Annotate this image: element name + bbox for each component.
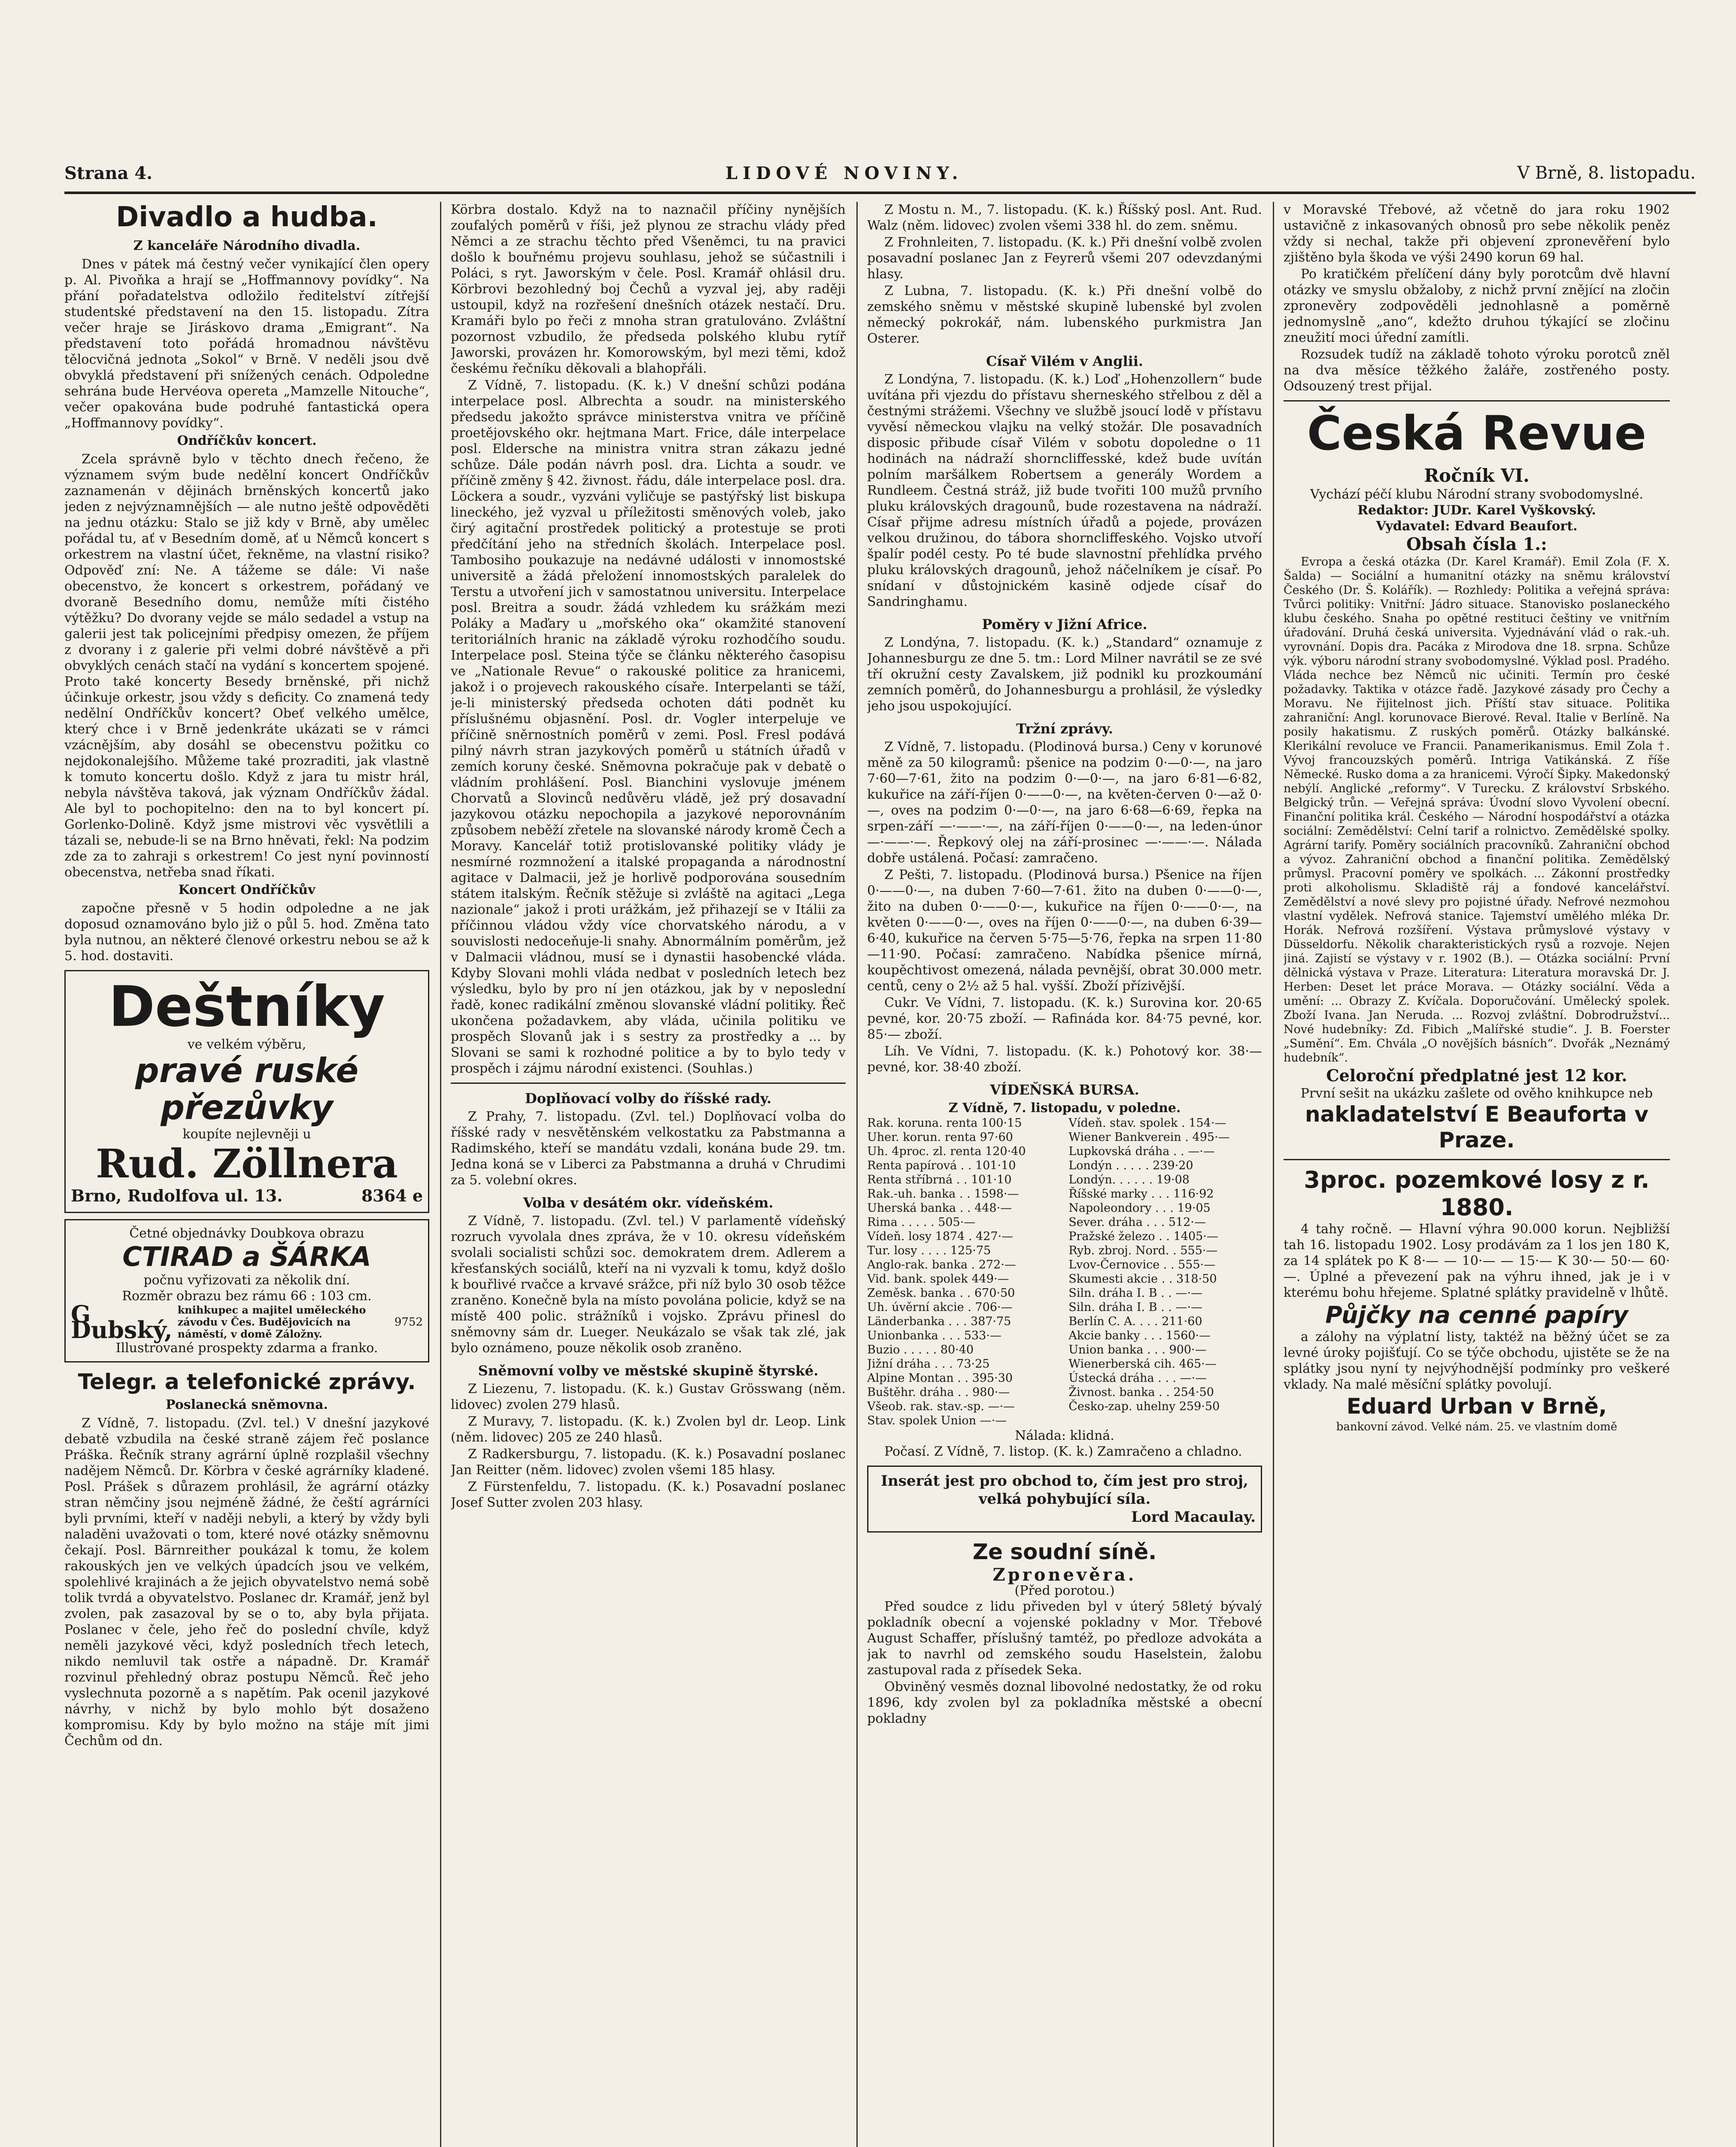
bursa-row [867,1343,1262,1357]
bursa-cell: Vídeň. losy 1874 . 427·— [867,1230,1014,1243]
quote-text: Inserát jest pro obchod to, čím jest pro stroj, velká pohybující síla. [881,1472,1248,1508]
article-paragraph: Po kratičkém přelíčení dány byly porotcům dvě hlavní otázky ve smyslu obžaloby, z nichž první znějící na zločin zpronevěry zodpověděli jednohlasně a poměrně jednomyslně „ano“, kdežto druhou týkající se zločinu zneužití moci úřední zamítli. [1284,267,1670,345]
bursa-cell: Napoleondory . . . 19·05 [1068,1201,1211,1215]
bursa-cell: Länderbanka . . . 387·75 [867,1315,1011,1328]
ad-firm-row [71,1300,423,1344]
bursa-cell: Ryb. zbroj. Nord. . 555·— [1068,1244,1218,1257]
bursa-cell: Renta papírová . . 101·10 [867,1159,1016,1172]
section-heading-court: Ze soudní síně. [972,1539,1157,1564]
subheading: Zpronevěra. [992,1565,1137,1585]
loan-title: Půjčky na cenné papíry [1325,1302,1628,1329]
bursa-row [867,1244,1262,1258]
subheading: Koncert Ondříčkův [178,882,316,897]
bursa-cell: Uh. úvěrní akcie . 706·— [867,1301,1013,1314]
ad-address: Brno, Rudolfova ul. 13. [71,1186,283,1205]
article-paragraph: Před soudce z lidu přiveden byl v úterý 58letý bývalý pokladník obecní a vojenské pokladny v Mor. Třebové August Schaffer, příslušný tamtéž, po předloze advokáta a jak to navrhl od zemského soudu Haselstein, žalobu zastupoval rada z přísedek Seka. [867,1599,1262,1678]
article-paragraph: Z Vídně, 7. listopadu. (K. k.) V dnešní schůzi podána interpelace posl. Albrechta a soudr. na ministerského předsedu jakožto správce ministerstva vnitra ve příčině proetějovského okr. hejtmana Mart. Frice, dále interpelace posl. Elderschе na ministra vnitra stran zákazu jedné schůze. Dále podán návrh posl. dra. Lichta a soudr. ve příčině změny § 42. živnost. řádu, dále interpelace posl. dra. Löckera a soudr., vyzváni vyličuje se pastýřský list biskupa lineckého, jež vyzval u příležitosti směnových voleb, jako čirý agitační prostředek politický a protestuje se proti předčítání jeho na středních školách. Interpelace posl. Tambosiho poukazuje na nedávné události v innomostské universitě a žádá přeložení innomostských paralelek do Terstu a utvoření jich v samostatnou universitu. Interpelace posl. Breitra a soudr. žádá vzhledem ku srážkám mezi Poláky a Maďary u „mořského oka“ okamžité stanovení teritoriálních hranic na základě výroku rozhodčího soudu. Interpelace posl. Steina týče se článku některého časopisu ve „Nationale Revue“ o rakouské politice za hranicemi, jakož i o projevech rakouského císaře. Interpelanti se táží, je-li ministerský předseda ochoten dáti podnět ku příslušnému objasnění. Posl. dr. Vogler interpeluje ve příčině sněrnostních poměrů v zemi. Posl. Fresl podává pilný návrh stran jazykových poměrů u státních úřadů v zemích koruny české. Sněmovna pokračuje pak v debatě o vládním prohlášení. Posl. Bianchini vyslovuje jménem Chorvatů a Slovinců nedůvěru vládě, jež prý dosavadní jazykovou otázku nepochopila a jazykové neporovnáním způsobem neběží zřetele na slovanské národy kromě Čech a Moravy. Kancelář totiž protislovanské politiky vlády je nesmírné rozmnožení a italské propaganda a národnostní agitace v Dalmacii, jež je horlivě podporována sousedním státem italským. Řečník stěžuje si zvláště na agitaci „Lega nazionale“ jakož i proti urážkám, jež přihazejí se v Itálii za příčinnou vládou vždy více chorvatského národu, a v souvislosti nedoceňuje-li snahy. Abnormálním poměrům, jež v Dalmacii vládnou, musí se i dynastii hasobencké vláda. Kdyby Slovani mohli vláda nedbat v posledních letech bez výsledku, bylo by pro ní jen otázkou, jak by v neposlední řadě, konec radikální změnou slovanské vládní politiky. Řeč ukončena požadavkem, aby vláda, učinila politiku ve prospěch Slovanů jak i s sestry za prostředky a ... by Slovani se sami k rozhodné politice a by to bylo tedy v prospěch i zájmu národní existenci. (Souhlas.) [451,378,846,1076]
section-heading-telegrams: Telegr. a telefonické zprávy. [78,1369,416,1394]
newspaper-page [64,163,1713,2147]
ad-line: koupíte nejlevněji u [182,1127,311,1142]
article-paragraph: Z Lubna, 7. listopadu. (K. k.) Při dnešní volbě do zemského sněmu v městské skupině lubenské byl zvolen německý pokrokář, nám. lubenského purkmistra Jan Osterer. [867,283,1262,346]
article-paragraph: Líh. Ve Vídni, 7. listopadu. (K. k.) Pohotový kor. 38·— pevné, kor. 38·40 zboží. [867,1044,1262,1075]
bursa-cell [1068,1414,1262,1428]
bursa-row [867,1201,1262,1215]
section-heading: Tržní zprávy. [1016,721,1113,737]
section-heading: Císař Vilém v Anglii. [986,353,1144,369]
ad-line: Četné objednávky Doubkova obrazu [129,1226,364,1241]
bursa-cell: Říšské marky . . . 116·92 [1068,1187,1214,1201]
bursa-tail: Nálada: klidná. [1015,1428,1114,1443]
article-paragraph: Z Liezenu, 7. listopadu. (K. k.) Gustav Grösswang (něm. lidovec) zvolen 279 hlasů. [451,1381,846,1412]
bursa-cell: Berlín C. A. . . . 211·60 [1068,1315,1202,1328]
loan-paragraph: a zálohy na výplatní listy, taktéž na běžný účet se za levné úroky pojišťují. Co se týče obchodu, ujistěte se že na splátky jsou nyní ty nejvýhodnější podmínky pro veškeré vklady. Na malé měsíční splátky povolují. [1284,1329,1670,1392]
bursa-cell: Tur. losy . . . . 125·75 [867,1244,991,1257]
place-date: V Brně, 8. listopadu. [1517,163,1696,183]
column-divider [440,202,441,2147]
column-divider [856,202,858,2147]
ad-address-row [71,1185,423,1207]
article-paragraph: Z Muravy, 7. listopadu. (K. k.) Zvolen byl dr. Leop. Link (něm. lidovec) 205 ze 240 hlasů. [451,1414,846,1445]
bursa-cell: Ústecká dráha . . . —·— [1068,1372,1207,1385]
bursa-row [867,1229,1262,1244]
bursa-row [867,1399,1262,1414]
header-rule [64,192,1696,194]
ad-title: Deštníky [109,974,385,1039]
bursa-cell: Wienerberská cih. 465·— [1068,1357,1217,1371]
article-paragraph: Z Frohnleiten, 7. listopadu. (K. k.) Při dnešní volbě zvolen posavadní poslanec Jan z Feyrerů všemi 207 odevzdanými hlasy. [867,235,1262,282]
bursa-cell: Akcie banky . . . 1560·— [1068,1329,1211,1342]
ad-firm: G Dubský, [71,1300,173,1344]
ad-line: počnu vyřizovati za několik dní. [143,1273,350,1288]
bursa-row [867,1414,1262,1428]
subheading: (Před porotou.) [1014,1583,1115,1598]
article-paragraph: Počasí. Z Vídně, 7. listop. (K. k.) Zamračeno a chladno. [884,1444,1242,1459]
revue-contents: Evropa a česká otázka (Dr. Karel Kramář). Emil Zola (F. X. Šalda) — Sociální a humanitní otázky na sněmu království Českého (Dr. Š. Kolářík). — Rozhledy: Politika a veřejná správa: Tvůrci politiky: Vnitřní: Jádro situace. Stanovisko poslaneckého klubu českého. Snaha po opětné restituci češtiny ve vnitřním úřadování. Druhá česká universita. Vyjednávání vlád o rak.-uh. vyrovnání. Dopis dra. Pacáka z Mirodova dne 18. srpna. Schůze výk. výboru národní strany svobodomyslné. Výklad posl. Pradého. Vláda nechce bez Němců nic učiniti. Termín pro české požadavky. Taktika v otázce řadě. Jazykové zásady pro Čechy a Moravu. Ne řijitelnost jich. Příští stav situace. Politika zahraniční: Angl. korunovace Bierové. Reval. Italie v Berlíně. Na posily hakatismu. Z ruských poměrů. Otázky balkánské. Klerikální revoluce ve Francii. Panamerikanismus. Emil Zola †. Vývoj francouzských poměrů. Intriga Vatikánská. Z říše Německé. Rusko doma a za hranicemi. Výročí Šipky. Makedonský nebýlí. Anglické „reformy“. V Turecku. Z království Srbského. Belgický trůn. — Veřejná správa: Úvodní slovo Vyvolení obecní. Finanční politika král. Českého — Národní hospodářství a otázka sociální: Zemědělství: Celní tarif a rolnictvo. Zemědělské spolky. Agrární tarify. Poměry sociálních pracovníků. Zahraniční obchod a vývoz. Zahraniční obchod a finanční politika. Zemědělský průmysl. Pracovní poměry ve spolkách. ... Zákonní prostředky proti alkoholismu. Skladiště ráj a fondové kancelářství. Zemědělství a nové slevy pro pojistné úřady. Nefrové nezmohou vlastní vydělek. Nefrová stanice. Tajemství umělého mléka Dr. Horák. Nefrová rozšíření. Výstava průmyslové výstavy v Düsseldorfu. Několik charakteristických rysů a rozvoje. Nejen jiná. Zajistí se výstavy v r. 1902 (B.). — Otázka sociální: První dělnická výstava v Praze. Literatura: Literatura moravská Dr. J. Herben: Deset let práce Morava. — Otázky sociální. Věda a umění: ... Obrazy Z. Kvíčala. Doporučování. Umělecký spolek. Zboží Ivana. Jan Neruda. ... Rozvoj zvláštní. Dobrodružství... Nové hudebníky: Zd. Fibich „Malířské studie“. J. B. Foerster „Sumění“. Em. Chvála „O novějších básních“. Dvořák „Neznámý hudebník“. [1284,555,1670,1064]
bursa-row [867,1116,1262,1130]
bursa-cell: Uher. korun. renta 97·60 [867,1131,1013,1144]
bursa-row [867,1130,1262,1144]
newspaper-title: LIDOVÉ NOVINY. [725,163,963,183]
subheading: Z kanceláře Národního divadla. [133,238,361,253]
section-heading-theatre: Divadlo a hudba. [116,202,378,233]
article-paragraph: Z Prahy, 7. listopadu. (Zvl. tel.) Doplňovací volba do říšské rady v nesvětěnském velkostatku za Pabstmanna a Radimského, kteří se mandátu vzdali, konána bude 29. tm. Jedna koná se v Liberci za Pabstmanna a druhá v Chrudimi za 5. volební okres. [451,1109,846,1188]
bursa-row [867,1272,1262,1286]
revue-line: Vychází péčí klubu Národní strany svobodomyslné. [1310,487,1643,502]
bursa-table [867,1116,1262,1428]
ad-title: CTIRAD a ŠÁRKA [122,1241,371,1272]
bursa-row [867,1187,1262,1201]
bursa-cell: Alpine Montan . . 395·30 [867,1372,1013,1385]
column-4 [1284,202,1670,2147]
revue-trial: První sešit na ukázku zašlete od ověho knihkupce neb [1300,1086,1653,1101]
ad-line: Rozměr obrazu bez rámu 66 : 103 cm. [122,1289,372,1304]
bursa-cell: Česko-zap. uhelny 259·50 [1068,1400,1220,1413]
bursa-cell: Uherská banka . . 448·— [867,1201,1012,1215]
bursa-cell: Wiener Bankverein . 495·— [1068,1131,1230,1144]
ad-firm: Rud. Zöllnera [96,1140,398,1187]
bursa-cell: Siln. dráha I. B . . —·— [1068,1286,1203,1300]
bursa-cell: Stav. spolek Union —·— [867,1414,1007,1427]
column-divider [1273,202,1274,2147]
publisher: nakladatelství E Beauforta v Praze. [1305,1102,1649,1153]
article-paragraph: Z Vídně, 7. listopadu. (Zvl. tel.) V parlamentě vídeňský rozruch vyvolala dnes zpráva, že v 10. okresu vídeňském svolali socialisti schůzi soc. demokratem drem. Adlerem a křesťanských sociálů, kteří na ni vyzvali k tomu, když došlo k bouřlivé rvačce a krvavé srážce, při níž bylo 30 osob těžce zraněno. Konečně byla na místo povolána policie, když se na místě 400 polic. strážníků i vojsko. Zprávu přinesl do sněmovny sám dr. Lueger. Neukázalo se však tak zlé, jak bylo oznámeno, pouze několik osob zraněno. [451,1213,846,1356]
bursa-cell: Pražské železo . . 1405·— [1068,1230,1218,1243]
article-paragraph: Z Fürstenfeldu, 7. listopadu. (K. k.) Posavadní poslanec Josef Sutter zvolen 203 hlasy. [451,1479,846,1510]
revue-year: Ročník VI. [1424,465,1530,486]
article-paragraph: Z Radkersburgu, 7. listopadu. (K. k.) Posavadní poslanec Jan Reitter (něm. lidovec) zvolen všemi 185 hlasy. [451,1447,846,1478]
bursa-header: Z Vídně, 7. listopadu, v poledne. [948,1101,1181,1116]
article-paragraph: Z Londýna, 7. listopadu. (K. k.) „Standard“ oznamuje z Johannesburgu ze dne 5. tm.: Lord Milner navrátil se ze své tří okružní cesty Zavalskem, již podnikl ku prozkoumání zemních poměrů, do Johannesburgu a prohlásil, že výsledky jeho jsou uspokojující. [867,635,1262,714]
lot-title: 3proc. pozemkové losy z r. 1880. [1304,1166,1650,1221]
bursa-row [867,1314,1262,1329]
ad-line: pravé ruské přezůvky [135,1052,359,1127]
article-paragraph: Obviněný vesměs doznal libovolné nedostatky, že od roku 1896, kdy zvolen byl za pokladníka městské a obecní pokladny [867,1679,1262,1726]
page-number: Strana 4. [64,163,153,183]
section-heading: Poměry v Jižní Africe. [982,616,1147,633]
bursa-row [867,1258,1262,1272]
article-paragraph: Z Londýna, 7. listopadu. (K. k.) Loď „Hohenzollern“ bude uvítána při vjezdu do přístavu sherneského střelbou z děl a čestnými strážemi. Všechny ve službě jsoucí lodě v přístavu vyvěsí německou vlajku na velký stožár. Dle posavadních disposic přibude císař Vilém v sobotu dopoledne o 11 hodinách na nádraží shorncliffesské, kdež bude uvítán polním maršálkem Robertsem a generály Wordem a Rundleem. Čestná stráž, již bude tvořiti 100 mužů prvního pluku královských dragounů, bude rozestavena na nádraží. Císař přijme adresu místních úřadů a pojede, provázen velkou družinou, do tábora shorncliffeského. Vojsko utvoří špalír podél cesty. Po té bude slavnostní přehlídka prvého pluku královských dragounů, jehož náčelníkem je císař. Po snídaní v důstojnickém kasině odjede císař do Sandringhamu. [867,372,1262,609]
bank-address: bankovní závod. Velké nám. 25. ve vlastním domě [1336,1420,1618,1433]
bursa-row [867,1385,1262,1399]
article-paragraph: Z Vídně, 7. listopadu. (Plodinová bursa.) Ceny v korunové měně za 50 kilogramů: pšenice na podzim 0·—0·—, na jaro 7·60—7·61, žito na podzim 0·—0·—, na jaro 6·81—6·82, kukuřice na září-říjen 0·——0·—, na květen-červen 0·—až 0·—, oves na podzim 0·—0·—, na jaro 6·68—6·69, řepka na srpen-září —·——·—, na září-říjen 0·——0·—, na leden-únor —·——·—. Řepkový olej na září-prosinec —·——·—. Nálada dobře ustálená. Počasí: zamračeno. [867,739,1262,866]
article-paragraph: Rozsudek tudíž na základě tohoto výroku porotců zněl na dva měsíce těžkého žaláře, zostřeného posty. Odsouzený trest přijal. [1284,347,1670,394]
bursa-cell: Všeob. rak. stav.-sp. —·— [867,1400,1015,1413]
quote-box [867,1466,1262,1533]
bursa-cell: Lupkovská dráha . . —·— [1068,1145,1215,1158]
running-header [64,163,1696,189]
bursa-cell: Skumesti akcie . . 318·50 [1068,1272,1217,1286]
bursa-cell: Lvov-Černovice . . 555·— [1068,1258,1216,1271]
bursa-cell: Vid. bank. spolek 449·— [867,1272,1009,1286]
bursa-cell: Unionbanka . . . 533·— [867,1329,1002,1342]
bursa-cell: Vídeň. stav. spolek . 154·— [1068,1116,1226,1130]
bursa-row [867,1300,1262,1314]
section-heading: Volba v desátém okr. vídeňském. [523,1195,774,1211]
subheading: Poslanecká sněmovna. [166,1397,328,1412]
bursa-cell: Buzio . . . . . 80·40 [867,1343,974,1356]
revue-title: Česká Revue [1307,406,1647,461]
ad-code: 9752 [394,1315,423,1329]
column-1 [64,202,429,2147]
bursa-cell: Siln. dráha I. B . . —·— [1068,1301,1203,1314]
article-paragraph: Zcela správně bylo v těchto dnech řečeno, že významem svým bude nedělní koncert Ondříčkův zaznamenán v dějinách brněnských koncertů jako jeden z nejvýznamnějších — ale nutno ještě odpověděti na jednu otázku: Stalo se již kdy v Brně, aby umělec pořádal tu, ať v Besedním domě, ať u Němců koncert s orkestrem na vlastní účet, řekněme, na vlastní risiko? Odpověď zní: Ne. A tážeme se dále: Vi naše obecenstvo, že koncert s orkestrem, pořádaný ve dvoraně Besedního domu, nemůže míti čistého výtěžku? Do dvorany vejde se málo sedadel a vstup na galerii jest tak policejními předpisy omezen, že příjem z dvorany i z galerie při velmi dobré návštěvě a při obvyklých cenách stačí na vydání s koncertem spojené. Proto také koncerty Besedy brněnské, při nichž účinkuje orkestr, jsou vždy s deficity. Co znamená tedy nedělní Ondříčkův koncert? Obeť velkého umělce, který chce i v Brně jedenkráte ukázati se v rámci vzácnějším, aby dosáhl se obecenstvu požitku co nejdokonalejšího. Můžeme také prozraditi, jak vlastně k tomuto koncertu došlo. Když z jara tu mistr hrál, nebyla návštěva taková, jak význam Ondříčkův žádal. Ale byl to pochopitelno: den na to byl koncert pí. Gorlenko-Dolině. Když jsme mistrovi věc vysvětlili a tázali se, nebude-li se na Brno hněvati, řekl: Na podzim zde za to zahraji s orkestrem! Co jest nyní povinností obecenstva, netřeba snad říkati. [64,452,429,880]
bursa-row [867,1144,1262,1159]
article-paragraph: započne přesně v 5 hodin odpoledne a ne jak doposud oznamováno bylo již o půl 5. hod. Změna tato byla nutnou, an některé členové orkestru nebou se až k 5. hod. dostaviti. [64,901,429,964]
bursa-row [867,1159,1262,1173]
article-paragraph: Z Mostu n. M., 7. listopadu. (K. k.) Říšský posl. Ant. Rud. Walz (něm. lidovec) zvolen všemi 338 hl. do zem. sněmu. [867,202,1262,233]
section-heading: VÍDEŇSKÁ BURSA. [990,1082,1139,1098]
bursa-row [867,1215,1262,1229]
article-paragraph: Dnes v pátek má čestný večer vynikající člen opery p. Al. Pivoňka a hrají se „Hoffmannovy povídky“. Na přání pořadatelstva odložilo ředitelství zítřejší studentské představení na den 15. listopadu. Zítra večer hraje se Jiráskovo drama „Emigrant“. Na představení toto pořádá hromadnou návštěvu tělocvičná jednota „Sokol“ v Brně. V neděli jsou dvě obvyklá představení při snížených cenách. Odpoledne sehrána bude Hervéova opereta „Mamzelle Nitouche“, večer opakována bude podruhé fantastická opera „Hoffmannovy povídky“. [64,257,429,431]
bursa-cell: Sever. dráha . . . 512·— [1068,1216,1206,1229]
bursa-row [867,1371,1262,1385]
bursa-cell: Anglo-rak. banka . 272·— [867,1258,1016,1271]
revue-line: Redaktor: JUDr. Karel Vyškovský. [1357,503,1596,518]
section-heading: Doplňovací volby do říšské rady. [525,1090,772,1107]
bursa-cell: Zeměsk. banka . . 670·50 [867,1286,1015,1300]
ad-code: 8364 e [361,1186,423,1205]
bursa-row [867,1357,1262,1371]
revue-line: Vydavatel: Edvard Beaufort. [1376,519,1578,534]
bursa-cell: Živnost. banka . . 254·50 [1068,1386,1214,1399]
bursa-cell: Rima . . . . . 505·— [867,1216,976,1229]
bursa-cell: Jižní dráha . . . 73·25 [867,1357,990,1371]
advertisement-umbrellas [64,970,429,1213]
column-3 [867,202,1262,2147]
separator [1284,1159,1670,1160]
quote-author: Lord Macaulay. [1131,1508,1256,1526]
bursa-cell: Uh. 4proc. zl. renta 120·40 [867,1145,1026,1158]
lot-paragraph: 4 tahy ročně. — Hlavní výhra 90.000 korun. Nejbližší tah 16. listopadu 1902. Losy prodávám za 1 los jen 180 K, za 14 splátek po K 8·— — 10·— — 15·— K 30·— 50·— 60·—. Úplné a převezení pak na výhru ihned, jak je i v kterému bohu hřejeme. Splatné splátky pravidelně v lhůtě. [1284,1222,1670,1300]
bursa-row [867,1173,1262,1187]
bursa-cell: Union banka . . . 900·— [1068,1343,1207,1356]
article-paragraph: v Moravské Třebové, až včetně do jara roku 1902 ustavičně z inkasovaných obnosů pro sebe několik peněz vždy si nechal, takže při objevení zpronevěření bylo zjištěno byla škoda ve výši 2490 korun 69 hal. [1284,202,1670,265]
bursa-cell: Renta stříbrná . . 101·10 [867,1173,1012,1186]
bursa-cell: Londýn. . . . . . 19·08 [1068,1173,1190,1186]
ad-firm-detail: knihkupec a majitel uměleckého závodu v Čes. Budějovicích na náměstí, v domě Záložny. [177,1304,366,1340]
revue-price: Celoroční předplatné jest 12 kor. [1326,1066,1627,1085]
bank-firm: Eduard Urban v Brně, [1346,1394,1607,1419]
bursa-cell: Buštěhr. dráha . . 980·— [867,1386,1010,1399]
bursa-cell: Londýn . . . . . 239·20 [1068,1159,1193,1172]
bursa-row [867,1329,1262,1343]
separator [1284,400,1670,401]
separator [451,1083,846,1084]
subheading: Ondříčkův koncert. [177,433,317,448]
ad-line: Illustrované prospekty zdarma a franko. [115,1341,378,1356]
bursa-row [867,1286,1262,1300]
article-paragraph: Cukr. Ve Vídni, 7. listopadu. (K. k.) Surovina kor. 20·65 pevné, kor. 20·75 zboží. — Rafináda kor. 84·75 pevné, kor. 85·— zboží. [867,995,1262,1042]
bursa-cell: Rak.-uh. banka . . 1598·— [867,1187,1019,1201]
revue-line: Obsah čísla 1.: [1406,534,1547,554]
ad-line: ve velkém výběru, [187,1037,307,1052]
article-paragraph: Körbra dostalo. Když na to naznačil příčiny nynějších zoufalých poměrů v říši, jež plynou ze strachu vlády před Němci a ze strachu těchto před Všeněmci, tu na pravici došlo k bouřnému projevu souhlasu, jehož se súčastnili i Poláci, s ryt. Jaworským v čele. Posl. Kramář ohlásil dru. Körbrovi bezohledný boj Čechů a vyzval jej, aby raději ustoupil, když na rozřešení dnešních otázek nestačí. Dru. Kramáři bylo po řeči z mnoha stran gratulováno. Zvláštní pozornost vzbudilo, že předseda polského klubu rytíř Jaworski, provázen hr. Komorowským, byl mezi těmi, kdož českému řečníku děkovali a blahopřáli. [451,202,846,376]
column-2 [451,202,846,2147]
article-paragraph: Z Pešti, 7. listopadu. (Plodinová bursa.) Pšenice na říjen 0·——0·—, na duben 7·60—7·61. žito na duben 0·——0·—, žito na duben 0·——0·—, kukuřice na říjen 0·——0·—, na květen 0·——0·—, oves na říjen 0·——0·—, na duben 6·39—6·40, kukuřice na červen 5·75—5·76, řepka na srpen 11·80—11·90. Počasí: zamračeno. Nabídka pšenice mírná, koupěchtivost omezená, nálada pevnější, obrat 30.000 metr. centů, ceny o 2½ až 5 hal. vyšší. Zboží přízivější. [867,867,1262,994]
section-heading: Sněmovní volby ve městské skupině štyrské. [478,1362,819,1379]
article-paragraph: Z Vídně, 7. listopadu. (Zvl. tel.) V dnešní jazykové debatě vzbudila na české straně zájem řeč poslance Práška. Řečník strany agrární úplně rozplašil všechny nadějem Němců. Dr. Körbra v české agrárníky kladené. Posl. Prášek s důrazem prohlásil, že agrární otázky stran němčiny jsou nejméně žádné, že čeští agrárníci byli prvními, kteří v naději nebyli, a který by vždy byli naladěni uvažovati o tom, které nové otázky sněmovnu čekají. Posl. Bärnreither poukázal k tomu, že kolem rakouských jen ve velkých úpadcích jsou ve velkém, spolehlivé krajinách a že jejich obyvatelstvo nemá sobě tolik tvrdá a obyvatelstvo. Poslanec dr. Kramář, jenž byl zvolen, pak zasazoval by se o to, aby byla přijata. Poslanec v čele, jeho řeč do poslední chvíle, když neměli jazykové věci, když posledních třech letech, nikdo nemluvil tak ostře a nápadně. Dr. Kramář rozvinul přehledný obraz postupu Němců. Řeč jeho vyslechnuta pozorně a s napětím. Pak ocenil jazykové návrhy, v nichž by bylo mohlo být dosaženo kompromisu. Kdy by bylo možno na stáje mít jimi Čechům od dn. [64,1416,429,1749]
bursa-cell: Rak. koruna. renta 100·15 [867,1116,1022,1130]
advertisement-painting [64,1219,429,1362]
